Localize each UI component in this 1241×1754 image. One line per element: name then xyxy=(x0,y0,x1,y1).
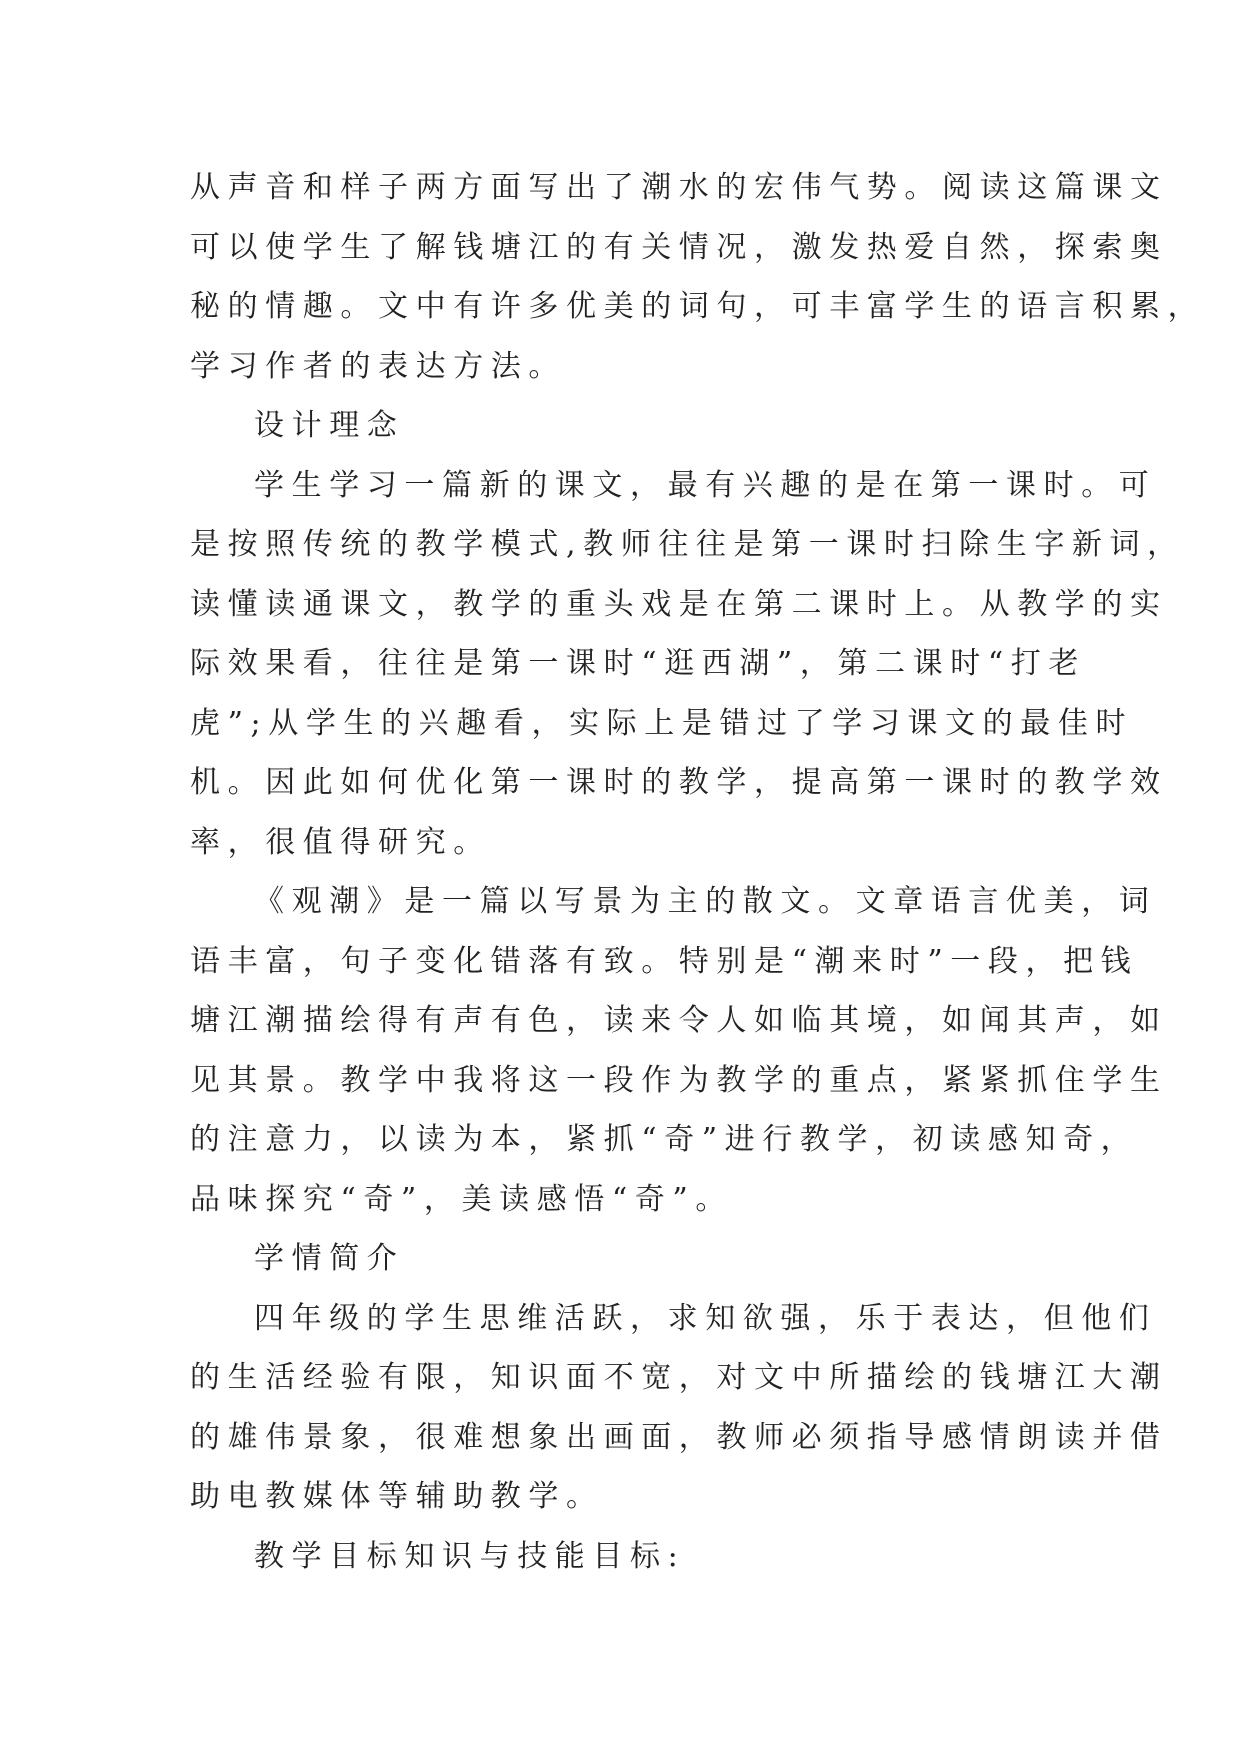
text-line-23: 助电教媒体等辅助教学。 xyxy=(190,1479,604,1514)
section-heading-teaching-goals: 教学目标知识与技能目标: xyxy=(254,1538,686,1574)
section-heading-student-profile: 学情简介 xyxy=(254,1241,405,1276)
section-heading-design-concept: 设计理念 xyxy=(254,408,405,443)
text-line-11: 机。因此如何优化第一课时的教学，提高第一课时的教学效 xyxy=(190,765,1168,800)
text-line-20: 四年级的学生思维活跃，求知欲强，乐于表达，但他们 xyxy=(254,1300,1157,1336)
text-line-6: 学生学习一篇新的课文，最有兴趣的是在第一课时。可 xyxy=(254,467,1157,503)
text-line-3: 秘的情趣。文中有许多优美的词句，可丰富学生的语言积累， xyxy=(190,289,1206,324)
text-line-7: 是按照传统的教学模式,教师往往是第一课时扫除生字新词， xyxy=(190,527,1185,562)
text-line-9: 际效果看，往往是第一课时“逛西湖”，第二课时“打老 xyxy=(190,646,1087,681)
text-line-18: 品味探究“奇”，美读感悟“奇”。 xyxy=(190,1181,733,1217)
text-line-10: 虎”;从学生的兴趣看，实际上是错过了学习课文的最佳时 xyxy=(190,705,1134,741)
text-line-15: 塘江潮描绘得有声有色，读来令人如临其境，如闻其声，如 xyxy=(190,1003,1168,1038)
text-line-8: 读懂读通课文，教学的重头戏是在第二课时上。从教学的实 xyxy=(190,586,1168,622)
text-line-21: 的生活经验有限，知识面不宽，对文中所描绘的钱塘江大潮 xyxy=(190,1360,1168,1395)
text-line-16: 见其景。教学中我将这一段作为教学的重点，紧紧抓住学生 xyxy=(190,1062,1168,1098)
text-line-13: 《观潮》是一篇以写景为主的散文。文章语言优美，词 xyxy=(254,884,1157,919)
text-line-4: 学习作者的表达方法。 xyxy=(190,348,566,384)
text-line-1: 从声音和样子两方面写出了潮水的宏伟气势。阅读这篇课文 xyxy=(190,170,1168,205)
text-line-2: 可以使学生了解钱塘江的有关情况，激发热爱自然，探索奥 xyxy=(190,229,1168,265)
text-line-22: 的雄伟景象，很难想象出画面，教师必须指导感情朗读并借 xyxy=(190,1419,1168,1455)
text-line-14: 语丰富，句子变化错落有致。特别是“潮来时”一段，把钱 xyxy=(190,943,1139,979)
text-line-17: 的注意力，以读为本，紧抓“奇”进行教学，初读感知奇， xyxy=(190,1122,1139,1157)
document-page xyxy=(190,158,1206,1586)
text-line-12: 率，很值得研究。 xyxy=(190,824,491,860)
